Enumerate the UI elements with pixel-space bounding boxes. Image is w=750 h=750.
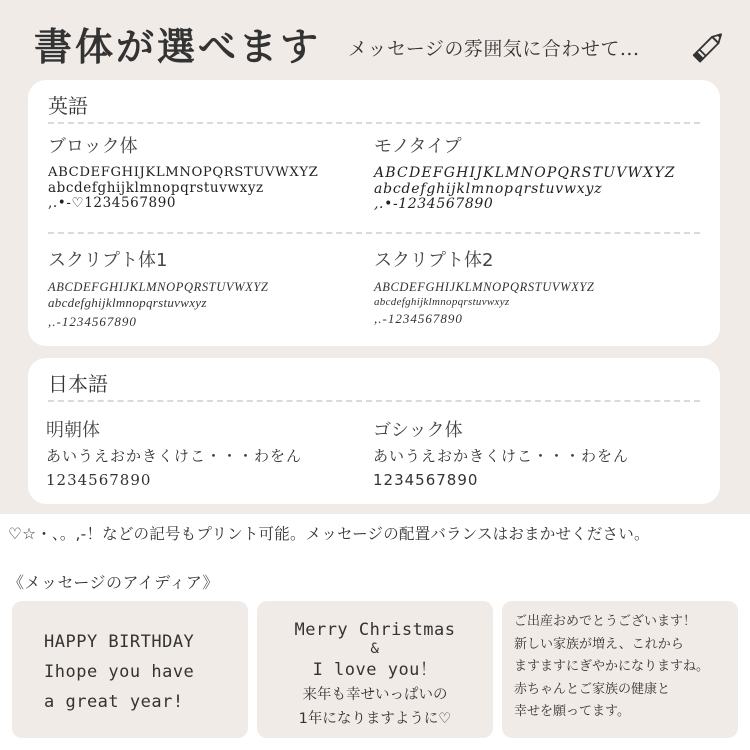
font-block-script1 [48, 246, 268, 329]
latin-fonts-card [28, 80, 720, 346]
japanese-fonts-card [28, 358, 720, 504]
sample-digits: 1234567890 [46, 471, 152, 489]
idea-line: 1年になりますように♡ [298, 711, 452, 727]
idea-line: Merry Christmas [294, 620, 456, 640]
idea-line: 幸せを願ってます。 [514, 704, 630, 719]
idea-line: 来年も幸せいっぱいの [302, 687, 448, 703]
idea-card-christmas [257, 601, 493, 738]
sample-symbols: ,.•-♡1234567890 [48, 194, 177, 211]
sample-symbols: ,.•-1234567890 [374, 196, 494, 213]
font-block-monotype [374, 132, 676, 213]
font-block-script2 [374, 246, 594, 327]
idea-line: ご出産おめでとうございます！ [514, 614, 697, 629]
sample-kana: あいうえおかきくけこ・・・わをん [373, 447, 630, 465]
idea-line: Ihope you have [44, 662, 195, 682]
sample-uppercase: ABCDEFGHIJKLMNOPQRSTUVWXYZ [48, 280, 269, 294]
sample-kana: あいうえおかきくけこ・・・わをん [46, 447, 303, 465]
idea-line: a great year! [44, 692, 184, 712]
sample-lowercase: abcdefghijklmnopqrstuvwxyz [374, 180, 603, 197]
header [0, 0, 750, 80]
divider [48, 400, 700, 402]
sample-uppercase: ABCDEFGHIJKLMNOPQRSTUVWXYZ [374, 280, 595, 294]
font-name-gothic: ゴシック体 [373, 420, 463, 441]
page-title: 書体が選べます [34, 24, 322, 69]
section-heading-japanese: 日本語 [48, 372, 108, 396]
divider [48, 122, 700, 124]
idea-line: ますますにぎやかになりますね。 [514, 659, 710, 674]
idea-line: HAPPY BIRTHDAY [44, 632, 195, 652]
divider [48, 232, 700, 234]
font-name-monotype: モノタイプ [374, 136, 462, 157]
idea-line: & [370, 641, 380, 657]
font-name-block: ブロック体 [48, 136, 138, 157]
sample-symbols: ,.-1234567890 [48, 313, 137, 329]
font-block-gothic [373, 416, 629, 492]
idea-line: 赤ちゃんとご家族の健康と [514, 681, 671, 697]
page-subtitle: メッセージの雰囲気に合わせて... [348, 38, 640, 60]
idea-line: I love you！ [312, 660, 438, 680]
section-heading-english: 英語 [48, 94, 88, 118]
font-block-block [48, 132, 318, 211]
font-name-script1: スクリプト体1 [48, 250, 168, 271]
sample-lowercase: abcdefghijklmnopqrstuvwxyz [48, 179, 264, 196]
font-block-mincho [46, 416, 302, 492]
sample-symbols: ,.-1234567890 [374, 311, 463, 327]
sample-uppercase: ABCDEFGHIJKLMNOPQRSTUVWXYZ [48, 165, 319, 180]
sample-uppercase: ABCDEFGHIJKLMNOPQRSTUVWXYZ [374, 165, 676, 181]
symbols-note: ♡☆・、。,-！などの記号もプリント可能。メッセージの配置バランスはおまかせください。 [8, 525, 650, 543]
sample-digits: 1234567890 [373, 471, 479, 489]
pencil-icon [690, 26, 730, 66]
font-name-script2: スクリプト体2 [374, 250, 494, 271]
font-name-mincho: 明朝体 [46, 420, 100, 441]
sample-lowercase: abcdefghijklmnopqrstuvwxyz [48, 295, 207, 310]
idea-card-birthday [12, 601, 248, 738]
ideas-title: 《メッセージのアイディア》 [8, 573, 219, 592]
idea-card-birth [502, 601, 738, 738]
sample-lowercase: abcdefghijklmnopqrstuvwxyz [374, 296, 510, 308]
idea-line: 新しい家族が増え、これから [514, 636, 684, 652]
